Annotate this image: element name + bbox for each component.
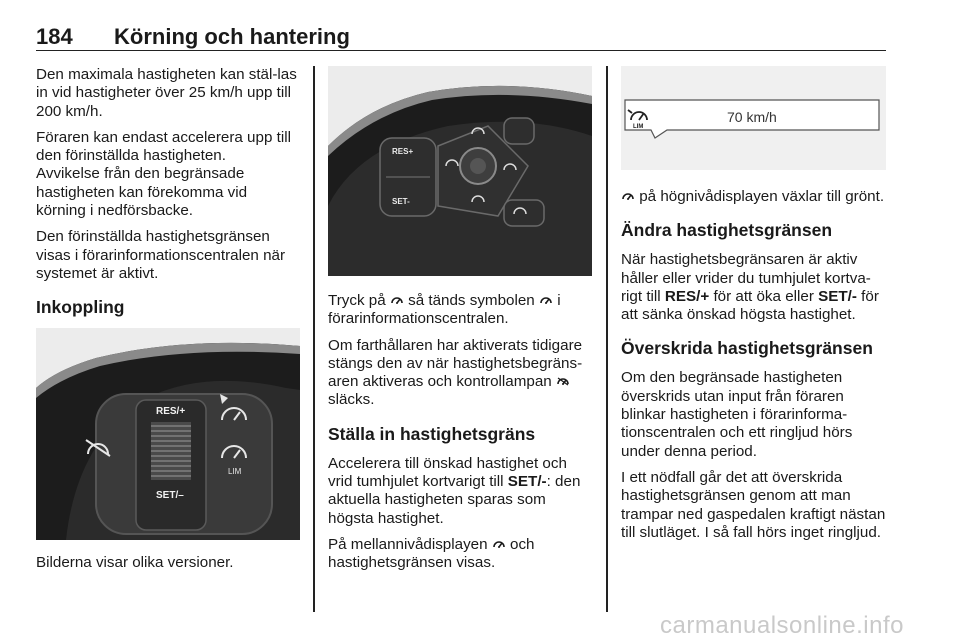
speed-limiter-icon — [390, 293, 404, 307]
set-label: SET- — [392, 197, 410, 206]
paragraph: Den förinställda hastighetsgränsen visas i förarinformationscentralen när systemet är aktivt. — [36, 228, 286, 282]
speed-limiter-icon — [539, 293, 553, 307]
lim-label: LIM — [228, 467, 242, 477]
cruise-control-lamp-icon — [556, 374, 570, 388]
speed-limiter-icon — [492, 537, 506, 551]
paragraph: Tryck på så tänds symbolen i förarinformationscentralen. — [328, 292, 561, 328]
paragraph: På mellannivådisplayen och hastighetsgränsen visas. — [328, 535, 535, 572]
paragraph: Avvikelse från den begränsade hastigheten kan förekomma vid körning i nedförsbacke. — [36, 165, 248, 220]
chapter-title: Körning och hantering — [114, 24, 350, 49]
section-heading: Inkoppling — [36, 297, 125, 318]
speed-limiter-icon — [621, 189, 635, 203]
steering-controls-figure-1 — [36, 328, 300, 540]
paragraph: Om farthållaren har aktiverats tidigare stängs den av när hastighetsbegräns-aren aktiveras och kontrollampan släcks. — [328, 336, 583, 409]
display-figure — [621, 66, 886, 170]
paragraph: Accelerera till önskad hastighet och vrid tumhjulet kortvarigt till SET/-: den aktuella hastigheten sparas som högsta hastighet. — [328, 454, 581, 527]
paragraph: När hastighetsbegränsaren är aktiv håller eller vrider du tumhjulet kortva-rigt till RES/+ för att öka eller SET/- för att sänka önskad högsta hastighet. — [621, 251, 879, 324]
paragraph: Den maximala hastigheten kan stäl-las in vid hastigheter över 25 km/h upp till 200 km/h. — [36, 66, 297, 120]
column-2 — [328, 66, 592, 581]
res-label: RES+ — [392, 147, 414, 156]
page-header — [36, 24, 886, 51]
section-heading: Ändra hastighetsgränsen — [621, 220, 833, 241]
column-divider — [606, 66, 608, 612]
column-1 — [36, 66, 300, 581]
display-speed-value: 70 km/h — [727, 109, 777, 125]
column-divider — [313, 66, 315, 612]
lim-label: LIM — [633, 124, 644, 130]
res-label: RES/+ — [156, 406, 186, 418]
paragraph: på högnivådisplayen växlar till grönt. — [621, 188, 886, 206]
page-number: 184 — [36, 24, 73, 49]
paragraph: I ett nödfall går det att överskrida hastighetsgränsen genom att man trampar ned gaspedalen kraftigt nästan till slutläget. I så fall hörs inget ringljud. — [621, 468, 886, 541]
set-label: SET/– — [156, 490, 184, 502]
figure-caption: Bilderna visar olika versioner. — [36, 554, 234, 572]
column-3 — [621, 66, 886, 550]
paragraph: Föraren kan endast accelerera upp till den förinställda hastigheten. — [36, 128, 291, 165]
section-heading: Ställa in hastighetsgräns — [328, 423, 536, 444]
paragraph: Om den begränsade hastigheten överskrids utan input från föraren blinkar hastigheten i förarinforma-tionscentralen och ett ringljud hörs under denna period. — [621, 369, 853, 460]
watermark: carmanualsonline.info — [660, 612, 904, 639]
section-heading: Överskrida hastighetsgränsen — [621, 338, 873, 359]
steering-controls-figure-2 — [328, 66, 592, 276]
